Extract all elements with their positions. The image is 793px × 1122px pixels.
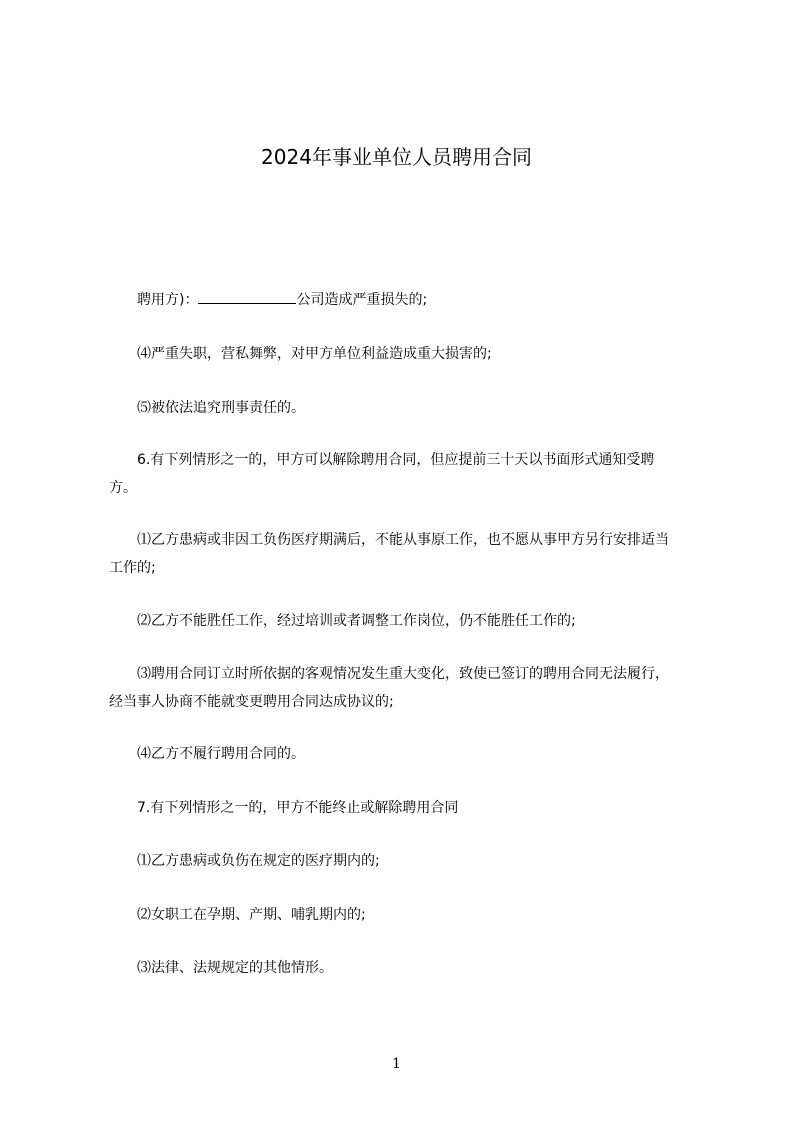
fill-in-blank xyxy=(198,289,296,304)
paragraph-11: ⑵女职工在孕期、产期、哺乳期内的; xyxy=(137,907,366,923)
page-number: 1 xyxy=(392,1056,401,1072)
paragraph-10: ⑴乙方患病或负伤在规定的医疗期内的; xyxy=(137,853,380,869)
paragraph-1-after-blank: 公司造成严重损失的; xyxy=(296,292,428,308)
paragraph-8: ⑷乙方不履行聘用合同的。 xyxy=(137,746,305,762)
paragraph-7: ⑶聘用合同订立时所依据的客观情况发生重大变化，致使已签订的聘用合同无法履行，经当事人协商不能就变更聘用合同达成协议的; xyxy=(109,666,669,710)
paragraph-6: ⑵乙方不能胜任工作，经过培训或者调整工作岗位，仍不能胜任工作的; xyxy=(137,613,576,629)
document-title: 2024年事业单位人员聘用合同 xyxy=(261,145,532,169)
paragraph-5: ⑴乙方患病或非因工负伤医疗期满后，不能从事原工作，也不愿从事甲方另行安排适当工作的; xyxy=(109,532,669,576)
paragraph-1-before-blank: 聘用方)： xyxy=(137,292,199,308)
paragraph-1 xyxy=(137,286,667,314)
paragraph-9: 7.有下列情形之一的，甲方不能终止或解除聘用合同 xyxy=(137,800,459,816)
paragraph-2: ⑷严重失职，营私舞弊，对甲方单位利益造成重大损害的; xyxy=(137,346,492,362)
paragraph-12: ⑶法律、法规规定的其他情形。 xyxy=(137,960,333,976)
paragraph-4: 6.有下列情形之一的，甲方可以解除聘用合同，但应提前三十天以书面形式通知受聘方。 xyxy=(109,452,655,496)
paragraph-3: ⑸被依法追究刑事责任的。 xyxy=(137,400,305,416)
